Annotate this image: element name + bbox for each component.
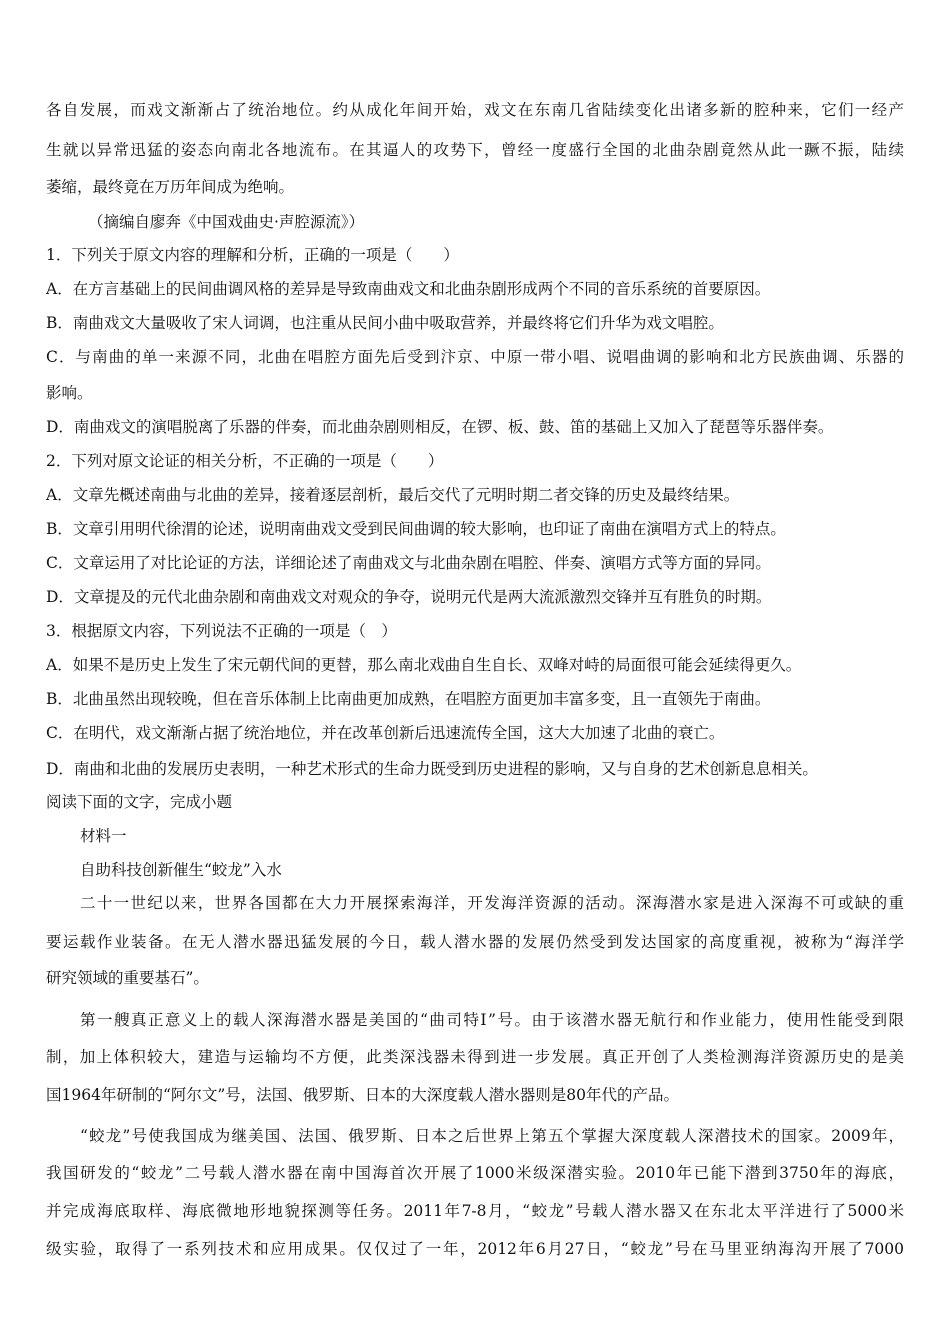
- question-3-option-b: B．北曲虽然出现较晚，但在音乐体制上比南曲更加成熟，在唱腔方面更加丰富多变，且一直领先于南曲。: [46, 690, 771, 708]
- question-1-option-d: D．南曲戏文的演唱脱离了乐器的伴奏，而北曲杂剧则相反，在锣、板、鼓、笛的基础上又加入了琵琶等乐器伴奏。: [46, 418, 834, 436]
- material-paragraph-line: 二十一世纪以来，世界各国都在大力开展探索海洋，开发海洋资源的活动。深海潜水家是进入深海不可或缺的重: [80, 894, 904, 912]
- material-paragraph-line: 并完成海底取样、海底微地形地貌探测等任务。2011年7-8月，“蛟龙”号载人潜水器又在东北太平洋进行了5000米: [46, 1202, 904, 1220]
- material-paragraph-line: 我国研发的“蛟龙”二号载人潜水器在南中国海首次开展了1000米级深潜实验。2010年已能下潜到3750年的海底，: [46, 1164, 904, 1182]
- question-3-option-a: A．如果不是历史上发生了宋元朝代间的更替，那么南北戏曲自生自长、双峰对峙的局面很可能会延续得更久。: [46, 656, 802, 674]
- material-title: 自助科技创新催生“蛟龙”入水: [80, 861, 282, 879]
- question-2-option-b: B．文章引用明代徐渭的论述，说明南曲戏文受到民间曲调的较大影响，也印证了南曲在演唱方式上的特点。: [46, 520, 786, 538]
- material-paragraph-line: 制，加上体积较大，建造与运输均不方便，此类深浅器未得到进一步发展。真正开创了人类检测海洋资源历史的是美: [46, 1048, 904, 1066]
- material-label: 材料一: [80, 827, 127, 845]
- material-paragraph-line: 第一艘真正意义上的载人深海潜水器是美国的“曲司特Ⅰ”号。由于该潜水器无航行和作业能力，使用性能受到限: [80, 1011, 904, 1029]
- passage-line: 萎缩，最终竟在万历年间成为绝响。: [46, 178, 295, 196]
- question-2-option-d: D．文章提及的元代北曲杂剧和南曲戏文对观众的争夺，说明元代是两大流派激烈交锋并互有胜负的时期。: [46, 588, 772, 606]
- question-1-option-c: C．与南曲的单一来源不同，北曲在唱腔方面先后受到汴京、中原一带小唱、说唱曲调的影响和北方民族曲调、乐器的: [46, 348, 904, 366]
- material-paragraph-line: 国1964年研制的“阿尔文”号，法国、俄罗斯、日本的大深度载人潜水器则是80年代的产品。: [46, 1086, 680, 1104]
- question-3-option-c: C．在明代，戏文渐渐占据了统治地位，并在改革创新后迅速流传全国，这大大加速了北曲的衰亡。: [46, 724, 725, 742]
- material-paragraph-line: 要运载作业装备。在无人潜水器迅猛发展的今日，载人潜水器的发展仍然受到发达国家的高度重视，被称为“海洋学: [46, 933, 904, 951]
- question-2-stem: 2．下列对原文论证的相关分析，不正确的一项是（ ）: [46, 452, 444, 470]
- question-1-option-a: A．在方言基础上的民间曲调风格的差异是导致南曲戏文和北曲杂剧形成两个不同的音乐系统的首要原因。: [46, 280, 771, 298]
- question-2-option-a: A．文章先概述南曲与北曲的差异，接着逐层剖析，最后交代了元明时期二者交锋的历史及最终结果。: [46, 486, 740, 504]
- passage-line: 各自发展，而戏文渐渐占了统治地位。约从成化年间开始，戏文在东南几省陆续变化出诸多新的腔种来，它们一经产: [46, 101, 904, 119]
- passage-source: （摘编自廖奔《中国戏曲史·声腔源流》）: [88, 213, 365, 231]
- question-1-option-b: B．南曲戏文大量吸收了宋人词调，也注重从民间小曲中吸取营养，并最终将它们升华为戏文唱腔。: [46, 314, 724, 332]
- question-3-option-d: D．南曲和北曲的发展历史表明，一种艺术形式的生命力既受到历史进程的影响，又与自身的艺术创新息息相关。: [46, 760, 818, 778]
- material-paragraph-line: “蛟龙”号使我国成为继美国、法国、俄罗斯、日本之后世界上第五个掌握大深度载人深潜技术的国家。2009年，: [80, 1127, 904, 1145]
- material-paragraph-line: 研究领域的重要基石”。: [46, 969, 209, 987]
- question-1-option-c-cont: 影响。: [46, 384, 93, 402]
- passage-line: 生就以异常迅猛的姿态向南北各地流布。在其逼人的攻势下，曾经一度盛行全国的北曲杂剧竟然从此一蹶不振，陆续: [46, 141, 904, 159]
- question-1-stem: 1．下列关于原文内容的理解和分析，正确的一项是（ ）: [46, 246, 459, 264]
- question-2-option-c: C．文章运用了对比论证的方法，详细论述了南曲戏文与北曲杂剧在唱腔、伴奏、演唱方式等方面的异同。: [46, 554, 771, 572]
- reading-prompt: 阅读下面的文字，完成小题: [46, 793, 233, 811]
- question-3-stem: 3．根据原文内容，下列说法不正确的一项是（ ）: [46, 622, 397, 640]
- material-paragraph-line: 级实验，取得了一系列技术和应用成果。仅仅过了一年，2012年6月27日，“蛟龙”号在马里亚纳海沟开展了7000: [46, 1240, 904, 1258]
